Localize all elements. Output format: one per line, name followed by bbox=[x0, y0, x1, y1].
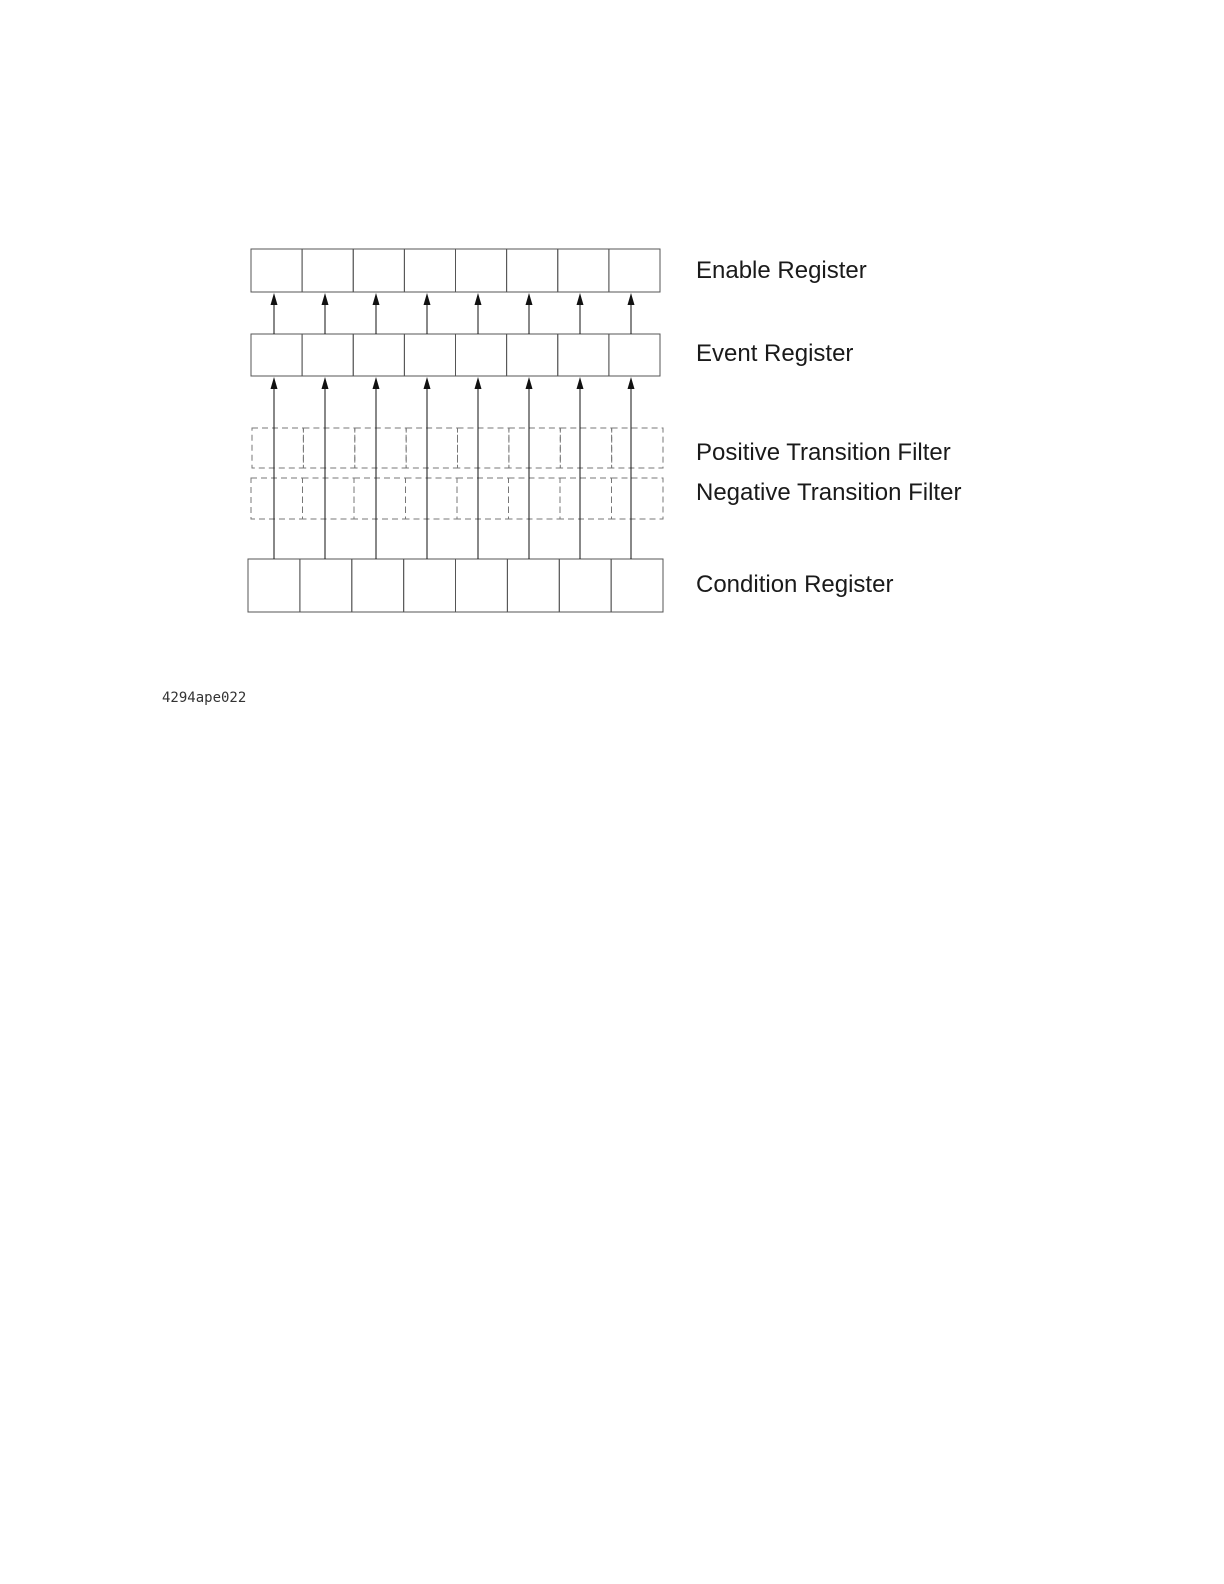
positive-filter-bit-cell bbox=[303, 428, 354, 468]
event-register-bit-cell bbox=[456, 334, 507, 376]
positive-filter-bit-cell bbox=[509, 428, 560, 468]
positive-filter-bit-cell bbox=[406, 428, 457, 468]
condition-register-bit-cell bbox=[248, 559, 300, 612]
event-register-bit-cell bbox=[302, 334, 353, 376]
condition-register-bit-cell bbox=[559, 559, 611, 612]
event-to-enable-arrows bbox=[271, 293, 635, 334]
negative-filter-bit-cell bbox=[303, 478, 355, 519]
negative-transition-filter bbox=[251, 478, 663, 519]
event-register-bit-cell bbox=[251, 334, 302, 376]
condition-register-bit-cell bbox=[404, 559, 456, 612]
condition-to-event-arrow-head-icon bbox=[322, 377, 329, 389]
enable-register-label: Enable Register bbox=[696, 257, 867, 284]
event-register-label: Event Register bbox=[696, 340, 854, 367]
negative-filter-bit-cell bbox=[406, 478, 458, 519]
condition-to-event-arrow-head-icon bbox=[373, 377, 380, 389]
enable-register-bit-cell bbox=[558, 249, 609, 292]
condition-register bbox=[248, 559, 663, 612]
condition-register-bit-cell bbox=[352, 559, 404, 612]
enable-register-bit-cell bbox=[353, 249, 404, 292]
negative-filter-bit-cell bbox=[612, 478, 664, 519]
condition-to-event-arrow-head-icon bbox=[526, 377, 533, 389]
enable-register-bit-cell bbox=[456, 249, 507, 292]
positive-filter-bit-cell bbox=[252, 428, 303, 468]
event-register bbox=[251, 334, 660, 376]
condition-to-event-arrows bbox=[271, 377, 635, 559]
event-register-bit-cell bbox=[353, 334, 404, 376]
condition-register-bit-cell bbox=[507, 559, 559, 612]
negative-filter-bit-cell bbox=[354, 478, 406, 519]
event-to-enable-arrow-head-icon bbox=[628, 293, 635, 305]
figure-id: 4294ape022 bbox=[162, 690, 247, 706]
event-to-enable-arrow-head-icon bbox=[322, 293, 329, 305]
positive-transition-filter-label: Positive Transition Filter bbox=[696, 439, 951, 466]
condition-to-event-arrow-head-icon bbox=[424, 377, 431, 389]
positive-transition-filter bbox=[252, 428, 663, 468]
negative-filter-bit-cell bbox=[457, 478, 509, 519]
condition-register-bit-cell bbox=[611, 559, 663, 612]
enable-register-bit-cell bbox=[302, 249, 353, 292]
condition-register-bit-cell bbox=[456, 559, 508, 612]
event-register-bit-cell bbox=[558, 334, 609, 376]
enable-register-bit-cell bbox=[404, 249, 455, 292]
event-register-bit-cell bbox=[609, 334, 660, 376]
negative-filter-bit-cell bbox=[560, 478, 612, 519]
event-to-enable-arrow-head-icon bbox=[526, 293, 533, 305]
condition-to-event-arrow-head-icon bbox=[577, 377, 584, 389]
condition-register-bit-cell bbox=[300, 559, 352, 612]
positive-filter-bit-cell bbox=[560, 428, 611, 468]
enable-register-bit-cell bbox=[251, 249, 302, 292]
positive-filter-bit-cell bbox=[355, 428, 406, 468]
enable-register-bit-cell bbox=[507, 249, 558, 292]
event-to-enable-arrow-head-icon bbox=[475, 293, 482, 305]
positive-filter-bit-cell bbox=[612, 428, 663, 468]
event-to-enable-arrow-head-icon bbox=[577, 293, 584, 305]
condition-to-event-arrow-head-icon bbox=[628, 377, 635, 389]
condition-to-event-arrow-head-icon bbox=[271, 377, 278, 389]
event-register-bit-cell bbox=[404, 334, 455, 376]
negative-transition-filter-label: Negative Transition Filter bbox=[696, 479, 962, 506]
event-register-bit-cell bbox=[507, 334, 558, 376]
negative-filter-bit-cell bbox=[509, 478, 561, 519]
event-to-enable-arrow-head-icon bbox=[424, 293, 431, 305]
enable-register-bit-cell bbox=[609, 249, 660, 292]
enable-register bbox=[251, 249, 660, 292]
condition-register-label: Condition Register bbox=[696, 571, 894, 598]
condition-to-event-arrow-head-icon bbox=[475, 377, 482, 389]
event-to-enable-arrow-head-icon bbox=[373, 293, 380, 305]
positive-filter-bit-cell bbox=[458, 428, 509, 468]
negative-filter-bit-cell bbox=[251, 478, 303, 519]
event-to-enable-arrow-head-icon bbox=[271, 293, 278, 305]
